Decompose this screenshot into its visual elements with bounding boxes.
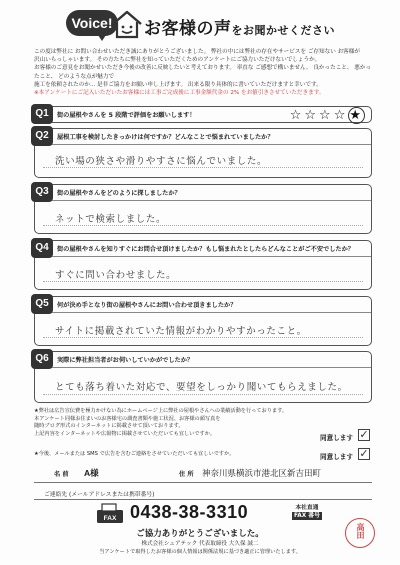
name-field[interactable]: A様 — [84, 468, 99, 478]
star-icon[interactable]: ☆ — [289, 108, 305, 123]
seal-stamp: 高田 — [345, 518, 375, 548]
sms-consent-note: ★今後、メールまたは SMS で広告を含むご連絡をさせていただいても宜しいですか。 — [34, 451, 235, 457]
privacy-note: 当アンケートで取得したお客様の個人情報は関係法規に基づき適正に管理いたします。 — [99, 549, 301, 555]
answer-text[interactable]: サイトに掲載されていた情報がわかりやすかったこと。 — [55, 326, 307, 337]
voice-badge: Voice! — [66, 10, 118, 36]
question-text: 街の屋根やさんをどのように探しましたか？ — [57, 190, 181, 197]
page-title: お客様の声をお聞かせください — [144, 19, 335, 39]
intro-text: この度は弊社に お問い合わせいただき誠にありがとうございました。 弊社の中には弊社の存在やサービスを ご存知ない お客様が 沢山いらっしゃいます。 その方たちに弊社を知っていただくためのアンケートにご協力いただけないでしょうか。 お客様のご意見をお聞かせいただき今後の改善に反映したいと考えております。 率直な ご感想で構いません。 良かったこと、 悪かったこと、 どのような点が魅力で 施工を依頼されたのか... 是非ご協力をお願い申し上げます。 出来る限り具体的に書いていただけますと幸いです。 ※本アンケートにご記入いただいたお客様には工事ご完成後に工事金額代金の 2% をお値引きさせていただきます。 — [34, 48, 374, 97]
question-number: Q3 — [31, 182, 53, 202]
answer-line — [43, 394, 363, 395]
agree-checkbox-sms[interactable]: ✓ — [359, 447, 369, 460]
agree-label-publication: 同意します — [320, 434, 353, 442]
question-4 — [34, 240, 372, 290]
house-smile-icon — [110, 8, 144, 42]
address-field[interactable]: 神奈川県横浜市港北区新吉田町 — [202, 469, 322, 479]
question-number: Q2 — [31, 126, 53, 146]
thanks-text: ご協力ありがとうございました。 — [136, 529, 264, 539]
star-icon-circled[interactable]: ★ — [349, 108, 364, 123]
contact-label: ご連絡先 (メールアドレスまたは携帯番号) — [44, 492, 155, 498]
name-label: 名 前 — [54, 471, 69, 478]
answer-line — [43, 167, 363, 168]
star-icon[interactable]: ☆ — [319, 108, 334, 123]
fax-icon-label: FAX — [103, 515, 117, 522]
question-6 — [34, 351, 372, 403]
question-text: 屋根工事を検討したきっかけは何ですか？どんなことで悩まれていましたか？ — [57, 134, 274, 141]
answer-line — [43, 225, 363, 226]
question-text: 街の屋根やさんを知りすぐにお問合せ頂けましたか？もし悩まれたとしたらどんなことがご不安でしたか？ — [57, 246, 354, 253]
question-text: 街の屋根やさんを 5 段階で評価をお願いします！ — [57, 112, 196, 119]
answer-text[interactable]: ネットで検索しました。 — [55, 214, 167, 225]
contact-row — [34, 486, 372, 500]
discount-note: ※本アンケートにご記入いただいたお客様には工事ご完成後に工事金額代金の 2% をお値引きさせていただきます。 — [34, 90, 325, 97]
fax-number: 0438-38-3310 — [130, 502, 249, 522]
address-label: 住 所 — [179, 471, 194, 478]
question-3 — [34, 184, 372, 234]
question-number: Q1 — [31, 104, 53, 124]
answer-text[interactable]: 洗い場の狭さや滑りやすさに悩んでいました。 — [55, 156, 268, 167]
voice-badge-tail — [96, 32, 108, 41]
fax-label: 本社直通 FAX 番号 — [294, 505, 320, 519]
question-text: 実際に弊社担当者がお伺いしていかがでしたか？ — [57, 357, 194, 364]
question-5 — [34, 296, 372, 346]
answer-text[interactable]: すぐに問い合わせました。 — [55, 270, 177, 281]
star-icon[interactable]: ☆ — [304, 108, 320, 123]
question-number: Q6 — [31, 349, 53, 369]
rating-stars[interactable] — [290, 108, 365, 123]
question-text: 何が決め手となり街の屋根やさんにお問い合わせ頂きましたか？ — [57, 302, 237, 309]
publication-consent-notes: ★弊社は広告宣伝費を極力かけない為にホームページ上に弊社の屋根やさんへの業績活動を行っております。 本アンケート同様お住まいのお客様宅の調査書類や施工状況、お客様の顔写真を 随時ブログ形式のインターネットに掲載させて頂いております。 上記内容をインターネットや広報物に掲載させていただいても宜しいですか。 — [34, 408, 288, 437]
star-icon[interactable]: ☆ — [333, 108, 349, 123]
header — [0, 6, 400, 46]
question-number: Q5 — [31, 294, 53, 314]
fax-block — [96, 502, 356, 524]
name-address-row — [34, 463, 372, 483]
answer-text[interactable]: とても落ち着いた対応で、要望をしっかり聞いてもらえました。 — [55, 382, 348, 393]
company-text: 株式会社シェアテック 代表取締役 大久保 誠二 — [141, 541, 259, 547]
question-1 — [34, 106, 372, 123]
answer-line — [43, 281, 363, 282]
question-2 — [34, 128, 372, 178]
question-number: Q4 — [31, 238, 53, 258]
agree-checkbox-publication[interactable]: ✓ — [359, 428, 369, 441]
answer-line — [43, 337, 363, 338]
fax-machine-icon — [96, 502, 124, 524]
agree-label-sms: 同意します — [320, 453, 353, 461]
